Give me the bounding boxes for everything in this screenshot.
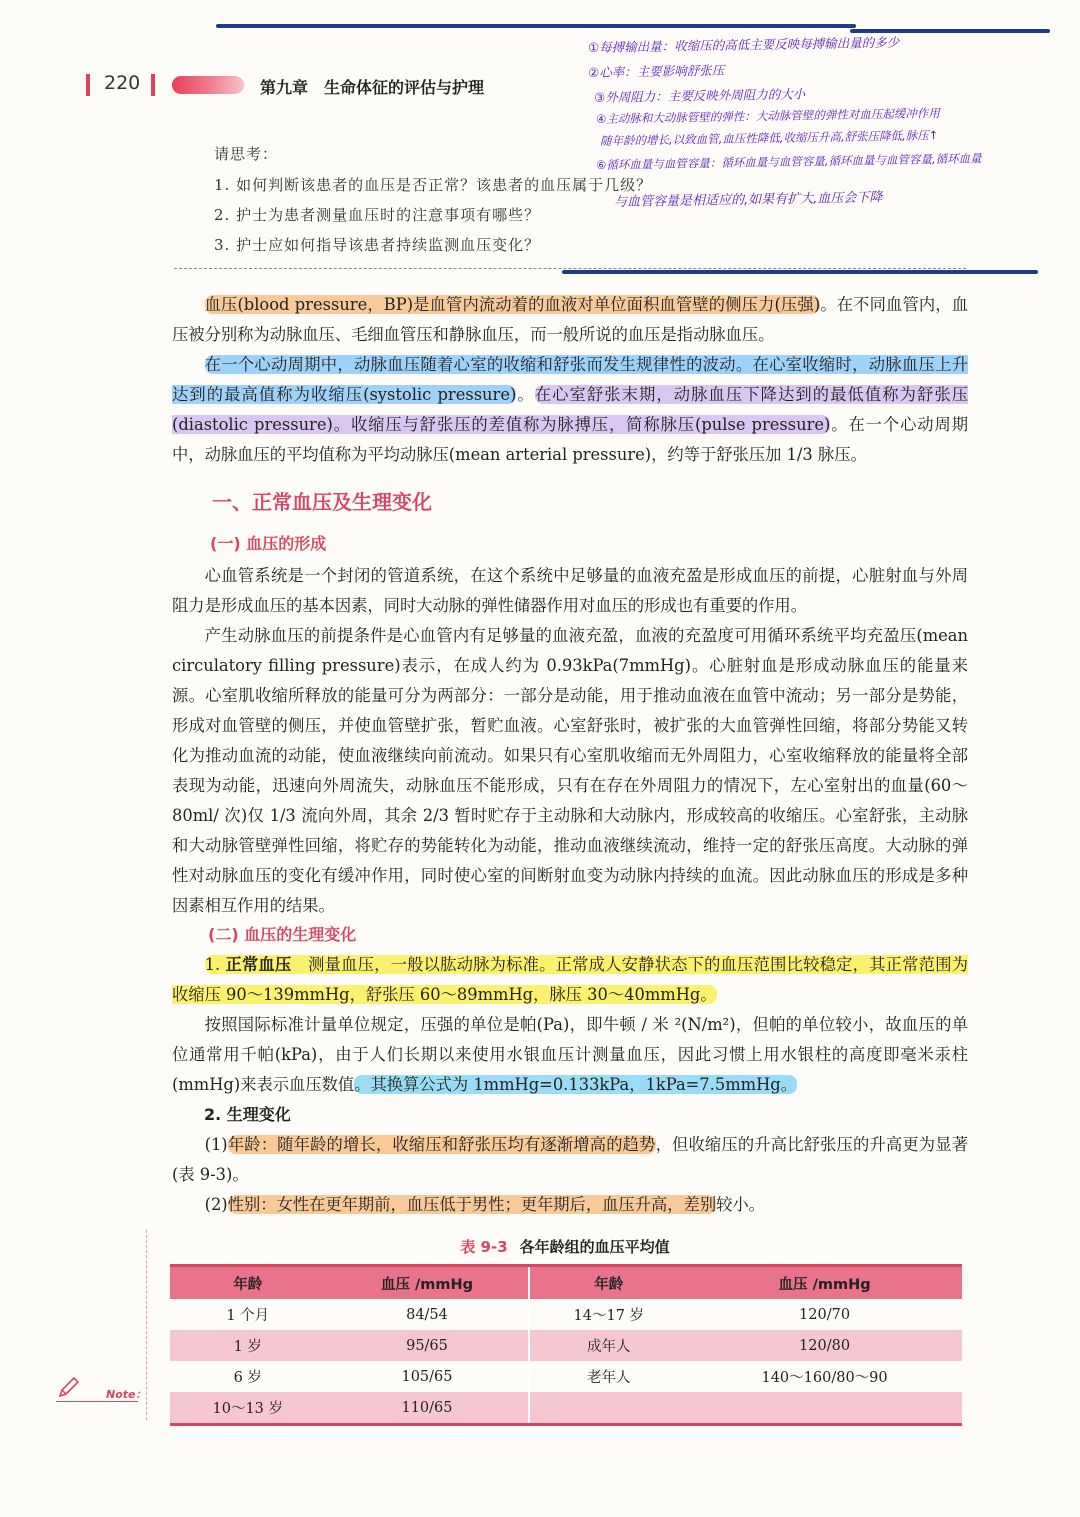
highlight-diastolic: 在心室舒张末期，动脉血压下降达到的最低值称为舒张压(diastolic pressure)。收缩压与舒张压的差值称为脉搏压，简称脉压(pulse pressure) <box>172 385 968 434</box>
physiology-section <box>172 950 968 1220</box>
normal-bp-label: 正常血压 <box>225 955 292 974</box>
table-cell: 老年人 <box>529 1361 687 1392</box>
table-cell: 1 个月 <box>226 1308 270 1324</box>
highlight-age: 年龄：随年龄的增长，收缩压和舒张压均有逐渐增高的趋势 <box>227 1135 656 1154</box>
table-row <box>170 1299 962 1330</box>
formation-section <box>172 561 968 921</box>
intro-paragraph-1: 血压(blood pressure，BP)是血管内流动着的血液对单位面积血管壁的侧压力(压强)。在不同血管内，血压被分别称为动脉血压、毛细血管压和静脉血压，而一般所说的血压是指动脉血压。 <box>172 295 968 344</box>
think-question-3: 3. 护士应如何指导该患者持续监测血压变化？ <box>214 236 541 254</box>
header-pill <box>172 76 244 94</box>
table-cell: 1 岁 <box>170 1330 326 1361</box>
normal-bp-number: 1. <box>204 955 221 974</box>
handwritten-note-4: ④主动脉和大动脉管壁的弹性：大动脉管壁的弹性对血压起缓冲作用 <box>595 106 940 126</box>
table-header-bp-2: 血压 /mmHg <box>687 1266 962 1300</box>
table-number: 表 9-3 <box>460 1238 508 1256</box>
highlight-formula: 。其换算公式为 1mmHg=0.133kPa，1kPa=7.5mmHg。 <box>354 1075 797 1094</box>
sex-paragraph: (2)性别：女性在更年期前，血压低于男性；更年期后，血压升高，差别较小。 <box>204 1195 765 1214</box>
table-header-age-1: 年龄 <box>170 1266 326 1300</box>
table-row <box>170 1330 962 1361</box>
table-cell: 14～17 岁 <box>529 1299 687 1330</box>
table-row <box>170 1361 962 1392</box>
table-caption-text: 各年龄组的血压平均值 <box>519 1238 670 1256</box>
page-bar-left <box>86 74 90 96</box>
intro-section <box>172 290 968 470</box>
think-divider <box>174 268 966 269</box>
page-bar-right <box>151 74 155 96</box>
table-header-age-2: 年龄 <box>529 1266 687 1300</box>
table-cell: 6 岁 <box>233 1370 262 1386</box>
unit-paragraph: 按照国际标准计量单位规定，压强的单位是帕(Pa)，即牛顿 / 米 ²(N/m²)，但帕的单位较小，故血压的单位通常用千帕(kPa)，由于人们长期以来使用水银血压计测量血压，因此习惯上用水银柱的高度即毫米汞柱(mmHg)来表示血压数值。其换算公式为 1mmHg=0.133kPa，1kPa=7.5mmHg。 <box>172 1015 968 1094</box>
table-cell: 84/54 <box>406 1306 448 1323</box>
table-cell: 10～13 岁 <box>170 1392 326 1425</box>
pencil-icon <box>56 1374 82 1400</box>
handwritten-note-3: ③外周阻力：主要反映外周阻力的大小 <box>593 86 806 105</box>
physiology-change-title: 2. 生理变化 <box>204 1105 291 1124</box>
table-row <box>170 1392 962 1425</box>
table-header-row <box>170 1266 962 1300</box>
section-title: 一、正常血压及生理变化 <box>212 490 432 514</box>
table-cell: 120/80 <box>687 1330 962 1361</box>
note-label: Note： <box>106 1388 147 1401</box>
chapter-title: 第九章 生命体征的评估与护理 <box>260 78 485 97</box>
pen-underline-top <box>216 24 856 28</box>
normal-bp-paragraph <box>172 950 968 1010</box>
handwritten-note-5: 随年龄的增长,以致血管,血压性降低,收缩压升高,舒张压降低,脉压↑ <box>599 128 939 148</box>
pen-underline-bottom <box>562 270 1038 274</box>
formation-paragraph-1: 心血管系统是一个封闭的管道系统，在这个系统中足够量的血液充盈是形成血压的前提，心脏射血与外周阻力是形成血压的基本因素，同时大动脉的弹性储器作用对血压的形成也有重要的作用。 <box>172 566 968 615</box>
table-cell: 120/70 <box>799 1306 851 1323</box>
page-number: 220 <box>104 72 141 94</box>
table-header-bp-1: 血压 /mmHg <box>326 1266 530 1300</box>
handwritten-note-6: ⑥循环血量与血管容量：循环血量与血管容量,循环血量与血管容量,循环血量 <box>595 151 982 172</box>
table-cell: 110/65 <box>326 1392 530 1425</box>
normal-bp-text: 测量血压，一般以肱动脉为标准。正常成人安静状态下的血压范围比较稳定，其正常范围为收缩压 90～139mmHg，舒张压 60～89mmHg，脉压 30～40mmHg。 <box>172 955 968 1004</box>
note-underline <box>56 1401 138 1402</box>
think-title: 请思考： <box>214 145 279 163</box>
handwritten-note-2: ②心率：主要影响舒张压 <box>587 62 725 80</box>
handwritten-note-7: 与血管容量是相适应的,如果有扩大,血压会下降 <box>613 190 883 210</box>
table-caption <box>170 1236 960 1257</box>
think-question-2: 2. 护士为患者测量血压时的注意事项有哪些？ <box>214 206 541 224</box>
subsection-physiology-title: (二) 血压的生理变化 <box>208 925 357 944</box>
formation-paragraph-2: 产生动脉血压的前提条件是心血管内有足够量的血液充盈，血液的充盈度可用循环系统平均充盈压(mean circulatory filling pressure)表示，在成人约为 0.93kPa(7mmHg)。心脏射血是形成动脉血压的能量来源。心室肌收缩所释放的能量可分为两部分：一部分是动能，用于推动血液在血管中流动；另一部分是势能，形成对血管壁的侧压，并使血管壁扩张，暂贮血液。心室舒张时，被扩张的大血管弹性回缩，将部分势能又转化为推动血流的动能，使血液继续向前流动。如果只有心室肌收缩而无外周阻力，心室收缩释放的能量将全部表现为动能，迅速向外周流失，动脉血压不能形成，只有在存在外周阻力的情况下，左心室射出的血量(60～80ml/ 次)仅 1/3 流向外周，其余 2/3 暂时贮存于主动脉和大动脉内，形成较高的收缩压。心室舒张，主动脉和大动脉管壁弹性回缩，将贮存的势能转化为动能，推动血液继续流动，维持一定的舒张压高度。大动脉的弹性对动脉血压的变化有缓冲作用，同时使心室的间断射血变为动脉内持续的血流。因此动脉血压的形成是多种因素相互作用的结果。 <box>172 626 968 915</box>
table-cell <box>529 1392 687 1425</box>
highlight-systolic: 在一个心动周期中，动脉血压随着心室的收缩和舒张而发生规律性的波动。在心室收缩时，动脉血压上升达到的最高值称为收缩压(systolic pressure) <box>172 355 968 404</box>
think-question-1: 1. 如何判断该患者的血压是否正常？该患者的血压属于几级？ <box>214 176 653 194</box>
age-paragraph: (1)年龄：随年龄的增长，收缩压和舒张压均有逐渐增高的趋势，但收缩压的升高比舒张压的升高更为显著(表 9-3)。 <box>172 1135 968 1184</box>
table-cell: 105/65 <box>401 1368 453 1385</box>
table-cell: 成年人 <box>529 1330 687 1361</box>
bp-average-table <box>170 1264 962 1426</box>
subsection-formation-title: (一) 血压的形成 <box>210 534 327 553</box>
table-cell: 140～160/80～90 <box>761 1370 888 1386</box>
highlight-sex: 性别：女性在更年期前，血压低于男性；更年期后，血压升高，差别 <box>227 1195 717 1214</box>
table-cell <box>687 1392 962 1425</box>
table-cell: 95/65 <box>326 1330 530 1361</box>
handwritten-note-1: ①每搏输出量：收缩压的高低主要反映每搏输出量的多少 <box>587 34 900 55</box>
highlight-bp-definition: 血压(blood pressure，BP)是血管内流动着的血液对单位面积血管壁的侧压力(压强) <box>204 295 821 314</box>
intro-paragraph-2: 在一个心动周期中，动脉血压随着心室的收缩和舒张而发生规律性的波动。在心室收缩时，动脉血压上升达到的最高值称为收缩压(systolic pressure)。在心室舒张末期，动脉血压下降达到的最低值称为舒张压(diastolic pressure)。收缩压与舒张压的差值称为脉搏压，简称脉压(pulse pressure)。在一个心动周期中，动脉血压的平均值称为平均动脉压(mean arterial pressure)，约等于舒张压加 1/3 脉压。 <box>172 355 968 464</box>
